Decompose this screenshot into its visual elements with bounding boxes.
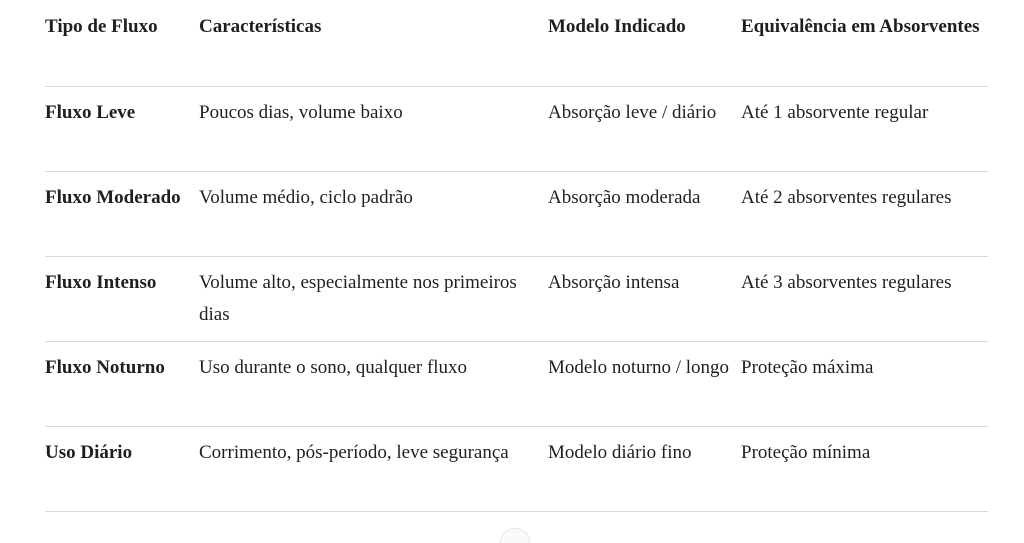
- header-equivalencia: Equivalência em Absorventes: [741, 0, 988, 87]
- table-header-row: [45, 0, 988, 87]
- header-caracteristicas: Características: [199, 0, 548, 87]
- scroll-indicator: [500, 528, 530, 543]
- flow-comparison-table: [45, 0, 988, 512]
- row-pad-equivalence: Até 2 absorventes regulares: [741, 172, 988, 257]
- row-characteristics: Volume médio, ciclo padrão: [199, 172, 548, 257]
- row-recommended-model: Modelo diário fino: [548, 427, 741, 512]
- row-recommended-model: Absorção intensa: [548, 257, 741, 342]
- table-row: [45, 87, 988, 172]
- row-flow-type: Uso Diário: [45, 427, 199, 512]
- flow-comparison-table-container: [45, 0, 988, 512]
- row-recommended-model: Modelo noturno / longo: [548, 342, 741, 427]
- row-recommended-model: Absorção moderada: [548, 172, 741, 257]
- row-flow-type: Fluxo Noturno: [45, 342, 199, 427]
- row-pad-equivalence: Proteção mínima: [741, 427, 988, 512]
- row-pad-equivalence: Proteção máxima: [741, 342, 988, 427]
- table-body: [45, 87, 988, 512]
- row-characteristics: Uso durante o sono, qualquer fluxo: [199, 342, 548, 427]
- table-header: [45, 0, 988, 87]
- row-characteristics: Poucos dias, volume baixo: [199, 87, 548, 172]
- header-tipo-de-fluxo: Tipo de Fluxo: [45, 0, 199, 87]
- row-pad-equivalence: Até 1 absorvente regular: [741, 87, 988, 172]
- row-characteristics: Corrimento, pós-período, leve segurança: [199, 427, 548, 512]
- row-pad-equivalence: Até 3 absorventes regulares: [741, 257, 988, 342]
- row-flow-type: Fluxo Leve: [45, 87, 199, 172]
- table-row: [45, 342, 988, 427]
- table-row: [45, 257, 988, 342]
- header-modelo-indicado: Modelo Indicado: [548, 0, 741, 87]
- row-recommended-model: Absorção leve / diário: [548, 87, 741, 172]
- table-row: [45, 427, 988, 512]
- row-characteristics: Volume alto, especialmente nos primeiros dias: [199, 257, 548, 342]
- table-row: [45, 172, 988, 257]
- row-flow-type: Fluxo Moderado: [45, 172, 199, 257]
- row-flow-type: Fluxo Intenso: [45, 257, 199, 342]
